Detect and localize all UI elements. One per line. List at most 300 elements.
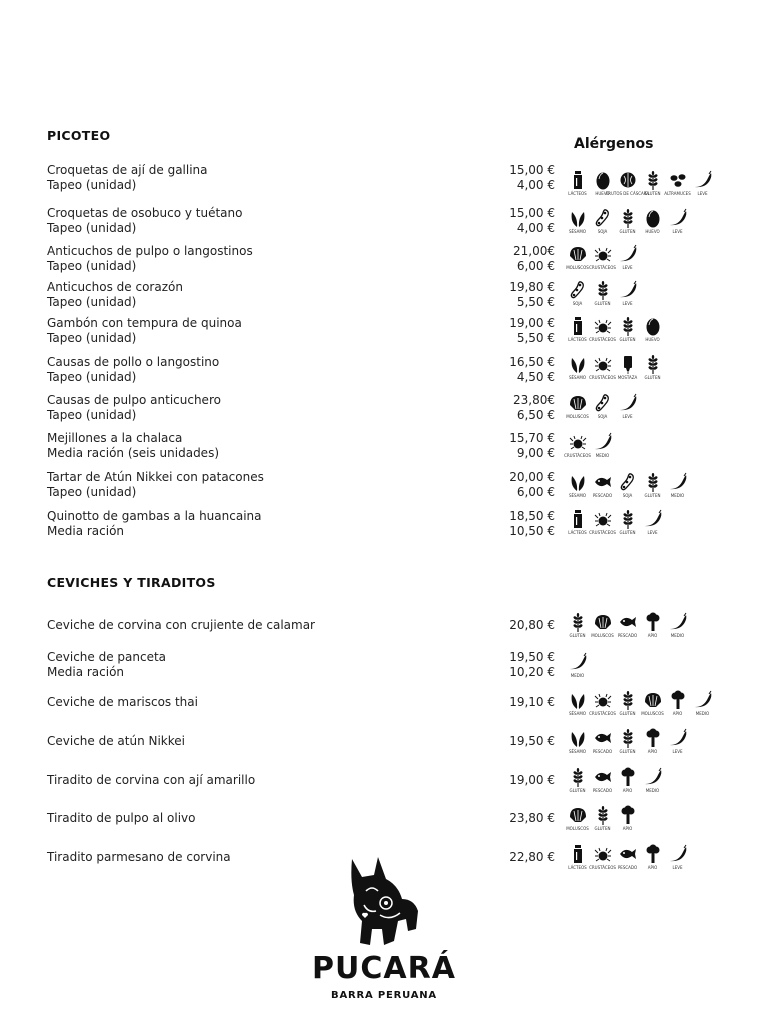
allergen-apio [641,844,664,870]
dish-portion: Tapeo (unidad) [47,221,137,235]
lupin-beans-icon [669,170,687,190]
dish-price: 19,50 € [509,650,555,664]
wheat-icon [569,767,587,787]
soybean-icon [594,393,612,413]
wheat-icon [619,728,637,748]
allergen-label: LEVE [672,865,683,870]
page-title-ceviches: CEVICHES Y TIRADITOS [47,575,216,590]
allergen-crustaceos [591,509,614,535]
menu-item-subline [47,221,555,236]
chili-pepper-mild-icon [619,244,637,264]
dish-name: Croquetas de osobuco y tuétano [47,206,243,220]
menu-item [47,280,555,310]
dish-price: 15,00 € [509,163,555,177]
allergen-gluten [616,690,639,716]
dish-price: 23,80€ [513,393,555,407]
allergen-label: LEVE [622,414,633,419]
menu-item-line [47,163,555,178]
menu-item [47,850,555,865]
allergen-crustaceos [591,844,614,870]
menu-item-line [47,280,555,295]
allergen-crustaceos [591,316,614,342]
dish-price: 19,10 € [509,695,555,709]
menu-item-subline [47,295,555,310]
menu-item [47,734,555,749]
allergen-label: GLUTEN [619,337,636,342]
allergen-leve [616,244,639,270]
allergen-label: GLUTEN [644,375,661,380]
menu-item [47,650,555,680]
sesame-icon [569,354,587,374]
allergen-label: LÁCTEOS [568,530,587,535]
allergen-medio [591,432,614,458]
bull-logo-icon [344,855,424,949]
allergen-soja [566,280,589,306]
chili-pepper-medium-icon [594,432,612,452]
allergen-label: MEDIO [595,453,610,458]
shell-icon [569,393,587,413]
menu-item-line [47,509,555,524]
allergen-icons [566,612,689,638]
allergen-gluten [616,728,639,754]
allergen-label: LEVE [622,301,633,306]
dish-name: Causas de pulpo anticuchero [47,393,221,407]
fish-icon [619,844,637,864]
allergen-icons [566,767,664,793]
allergen-apio [641,612,664,638]
allergen-medio [566,652,589,678]
allergen-icons [566,280,639,306]
allergen-label: MOLUSCOS [566,414,589,419]
allergen-label: SOJA [597,414,608,419]
restaurant-logo [0,855,768,1001]
crab-icon [594,844,612,864]
chili-pepper-mild-icon [619,280,637,300]
allergen-label: GLUTEN [594,301,611,306]
allergen-leve [641,509,664,535]
celery-icon [644,612,662,632]
allergen-apio [666,690,689,716]
shell-icon [594,612,612,632]
fish-icon [594,728,612,748]
allergen-label: CRUSTÁCEOS [589,530,616,535]
allergen-icons [566,652,589,678]
dish-name: Causas de pollo o langostino [47,355,220,369]
allergen-altramuces [666,170,689,196]
dish-portion-price: 10,20 € [509,665,555,679]
dish-portion: Media ración (seis unidades) [47,446,220,460]
allergen-leve [666,208,689,234]
allergen-moluscos [566,805,589,831]
menu-item [47,244,555,274]
allergen-label: CRUSTÁCEOS [564,453,591,458]
allergen-label: MOLUSCOS [566,265,589,270]
allergen-label: MOLUSCOS [641,711,664,716]
crab-icon [569,432,587,452]
wheat-icon [619,316,637,336]
allergen-lacteos [566,170,589,196]
allergen-leve [666,728,689,754]
celery-icon [619,805,637,825]
menu-item-subline [47,331,555,346]
egg-icon [644,316,662,336]
dish-name: Ceviche de mariscos thai [47,695,198,709]
chili-pepper-mild-icon [619,393,637,413]
allergen-label: APIO [622,826,633,831]
menu-item-line [47,773,555,788]
menu-item-line [47,244,555,259]
menu-item [47,470,555,500]
allergen-gluten [616,208,639,234]
allergen-soja [591,208,614,234]
dish-price: 15,00 € [509,206,555,220]
allergens-heading: Alérgenos [574,136,654,152]
allergen-medio [666,612,689,638]
menu-item-line [47,431,555,446]
allergen-label: LÁCTEOS [568,191,587,196]
menu-item-subline [47,370,555,385]
crab-icon [594,354,612,374]
allergen-icons [566,472,689,498]
allergen-apio [641,728,664,754]
allergen-icons [566,170,714,196]
dish-portion-price: 6,50 € [516,408,555,422]
chili-pepper-medium-icon [669,472,687,492]
chili-pepper-medium-icon [644,767,662,787]
chili-pepper-mild-icon [644,509,662,529]
crab-icon [594,244,612,264]
allergen-apio [616,767,639,793]
celery-icon [619,767,637,787]
dish-price: 23,80 € [509,811,555,825]
menu-item-line [47,355,555,370]
menu-item-line [47,206,555,221]
allergen-gluten [566,767,589,793]
allergen-label: MEDIO [670,633,685,638]
allergen-label: LEVE [697,191,708,196]
logo-wordmark: PUCARÁ [312,951,456,986]
allergen-label: MEDIO [645,788,660,793]
dish-price: 15,70 € [509,431,555,445]
allergen-label: APIO [622,788,633,793]
dish-price: 21,00€ [513,244,555,258]
fish-icon [594,472,612,492]
logo-subtitle: BARRA PERUANA [331,990,437,1001]
dish-price: 19,00 € [509,773,555,787]
allergen-moluscos [566,244,589,270]
allergen-gluten [591,280,614,306]
allergen-label: SOJA [572,301,583,306]
dish-portion-price: 9,00 € [516,446,555,460]
allergen-leve [666,844,689,870]
allergen-label: PESCADO [592,493,613,498]
page-title-picoteo: PICOTEO [47,128,111,143]
allergen-label: GLUTEN [644,493,661,498]
allergen-label: CRUSTÁCEOS [589,375,616,380]
dish-portion: Tapeo (unidad) [47,331,137,345]
allergen-leve [616,393,639,419]
allergen-moluscos [591,612,614,638]
allergen-icons [566,244,639,270]
allergen-moluscos [566,393,589,419]
allergen-label: APIO [647,633,658,638]
menu-item-line [47,695,555,710]
allergen-label: GLUTEN [569,633,586,638]
allergen-label: APIO [647,865,658,870]
allergen-sesamo [566,728,589,754]
allergen-moluscos [641,690,664,716]
allergen-label: HUEVO [645,337,660,342]
allergen-huevo [641,208,664,234]
allergen-label: MOSTAZA [617,375,638,380]
allergen-label: CRUSTÁCEOS [589,265,616,270]
menu-item [47,509,555,539]
dish-portion: Tapeo (unidad) [47,370,137,384]
menu-item-line [47,850,555,865]
allergen-icons [566,432,614,458]
allergen-label: ALTRAMUCES [664,191,691,196]
soybean-icon [569,280,587,300]
allergen-label: LÁCTEOS [568,337,587,342]
menu-item-line [47,650,555,665]
menu-item-line [47,316,555,331]
dish-portion: Tapeo (unidad) [47,485,137,499]
dish-portion: Tapeo (unidad) [47,295,137,309]
menu-item-subline [47,485,555,500]
celery-icon [669,690,687,710]
allergen-pescado [591,767,614,793]
dish-price: 18,50 € [509,509,555,523]
allergen-gluten [641,354,664,380]
dish-portion: Tapeo (unidad) [47,178,137,192]
menu-item [47,316,555,346]
allergen-label: SOJA [597,229,608,234]
menu-item-line [47,618,555,633]
allergen-label: PESCADO [592,788,613,793]
allergen-label: SÉSAMO [568,749,586,754]
dish-name: Tartar de Atún Nikkei con patacones [47,470,264,484]
dish-name: Mejillones a la chalaca [47,431,183,445]
menu-item-line [47,393,555,408]
wheat-icon [594,280,612,300]
dish-portion-price: 4,00 € [516,221,555,235]
allergen-icons [566,690,714,716]
wheat-icon [619,690,637,710]
allergen-medio [691,690,714,716]
dish-price: 19,00 € [509,316,555,330]
allergen-crustaceos [566,432,589,458]
chili-pepper-mild-icon [694,170,712,190]
dish-price: 19,50 € [509,734,555,748]
allergen-gluten [641,472,664,498]
allergen-label: GLUTEN [619,711,636,716]
allergen-label: SÉSAMO [568,711,586,716]
menu-item-subline [47,259,555,274]
dish-portion-price: 6,00 € [516,259,555,273]
menu-item-subline [47,524,555,539]
dish-price: 22,80 € [509,850,555,864]
allergen-label: SÉSAMO [568,229,586,234]
allergen-pescado [616,612,639,638]
menu-item [47,811,555,826]
shell-icon [569,244,587,264]
dish-portion-price: 10,50 € [509,524,555,538]
allergen-leve [616,280,639,306]
allergen-icons [566,208,689,234]
allergen-pescado [616,844,639,870]
allergen-label: MOLUSCOS [591,633,614,638]
allergen-medio [641,767,664,793]
dish-portion: Media ración [47,665,125,679]
allergen-label: MEDIO [570,673,585,678]
shell-icon [569,805,587,825]
milk-bottle-icon [569,509,587,529]
dish-portion-price: 6,00 € [516,485,555,499]
allergen-label: LEVE [672,749,683,754]
egg-icon [644,208,662,228]
menu-item [47,773,555,788]
allergen-label: MEDIO [695,711,710,716]
wheat-icon [644,472,662,492]
chili-pepper-medium-icon [694,690,712,710]
wheat-icon [569,612,587,632]
menu-item-subline [47,178,555,193]
allergen-label: GLUTEN [619,229,636,234]
allergen-label: MEDIO [670,493,685,498]
menu-item [47,163,555,193]
shell-icon [644,690,662,710]
menu-item [47,355,555,385]
menu-item-line [47,734,555,749]
crab-icon [594,690,612,710]
menu-item-subline [47,446,555,461]
allergen-apio [616,805,639,831]
allergen-gluten [591,805,614,831]
wheat-icon [619,208,637,228]
menu-item [47,431,555,461]
dish-name: Ceviche de atún Nikkei [47,734,185,748]
allergen-label: CRUSTÁCEOS [589,711,616,716]
allergen-label: MOLUSCOS [566,826,589,831]
allergen-lacteos [566,316,589,342]
dish-name: Tiradito de corvina con ají amarillo [47,773,256,787]
allergen-label: LEVE [672,229,683,234]
dish-portion-price: 4,50 € [516,370,555,384]
allergen-leve [691,170,714,196]
allergen-label: LEVE [622,265,633,270]
sesame-icon [569,728,587,748]
dish-name: Croquetas de ají de gallina [47,163,208,177]
allergen-pescado [591,472,614,498]
allergen-gluten [616,509,639,535]
allergen-icons [566,509,664,535]
dish-name: Tiradito parmesano de corvina [47,850,231,864]
chili-pepper-medium-icon [569,652,587,672]
allergen-label: GLUTEN [594,826,611,831]
dish-portion-price: 5,50 € [516,295,555,309]
allergen-lacteos [566,844,589,870]
menu-item-subline [47,408,555,423]
allergen-huevo [641,316,664,342]
chili-pepper-mild-icon [669,844,687,864]
allergen-label: LÁCTEOS [568,865,587,870]
dish-name: Tiradito de pulpo al olivo [47,811,196,825]
dish-name: Ceviche de panceta [47,650,167,664]
chili-pepper-mild-icon [669,208,687,228]
sesame-icon [569,690,587,710]
wheat-icon [644,354,662,374]
sesame-icon [569,472,587,492]
allergen-label: SÉSAMO [568,493,586,498]
dish-price: 16,50 € [509,355,555,369]
allergen-soja [616,472,639,498]
allergen-label: HUEVO [645,229,660,234]
dish-portion: Tapeo (unidad) [47,259,137,273]
egg-icon [594,170,612,190]
allergen-label: CRUSTÁCEOS [589,865,616,870]
allergen-sesamo [566,690,589,716]
wheat-icon [594,805,612,825]
dish-name: Anticuchos de corazón [47,280,183,294]
allergen-medio [666,472,689,498]
allergen-frutos-de-cascara [605,170,650,196]
allergen-label: APIO [647,749,658,754]
dish-portion: Media ración [47,524,125,538]
soybean-icon [619,472,637,492]
wheat-icon [619,509,637,529]
allergen-icons [566,354,664,380]
menu-item-subline [47,665,555,680]
allergen-label: PESCADO [617,633,638,638]
allergen-crustaceos [591,690,614,716]
crab-icon [594,316,612,336]
crab-icon [594,509,612,529]
allergen-label: APIO [672,711,683,716]
allergen-label: SOJA [622,493,633,498]
menu-item [47,206,555,236]
allergen-sesamo [566,354,589,380]
allergen-label: HUEVO [595,191,610,196]
chili-pepper-mild-icon [669,728,687,748]
wheat-icon [644,170,662,190]
celery-icon [644,728,662,748]
soybean-icon [594,208,612,228]
milk-bottle-icon [569,844,587,864]
dish-portion-price: 4,00 € [516,178,555,192]
allergen-label: GLUTEN [569,788,586,793]
allergen-label: CRUSTÁCEOS [589,337,616,342]
allergen-crustaceos [591,354,614,380]
chili-pepper-medium-icon [669,612,687,632]
sesame-icon [569,208,587,228]
allergen-soja [591,393,614,419]
allergen-gluten [566,612,589,638]
dish-price: 20,00 € [509,470,555,484]
dish-portion: Tapeo (unidad) [47,408,137,422]
allergen-label: SÉSAMO [568,375,586,380]
milk-bottle-icon [569,170,587,190]
allergen-sesamo [566,472,589,498]
fish-icon [619,612,637,632]
allergen-icons [566,393,639,419]
allergen-label: GLUTEN [619,530,636,535]
allergen-label: FRUTOS DE CÁSCARA [605,191,650,196]
milk-bottle-icon [569,316,587,336]
menu-item-line [47,470,555,485]
dish-portion-price: 5,50 € [516,331,555,345]
allergen-icons [566,728,689,754]
allergen-icons [566,844,689,870]
